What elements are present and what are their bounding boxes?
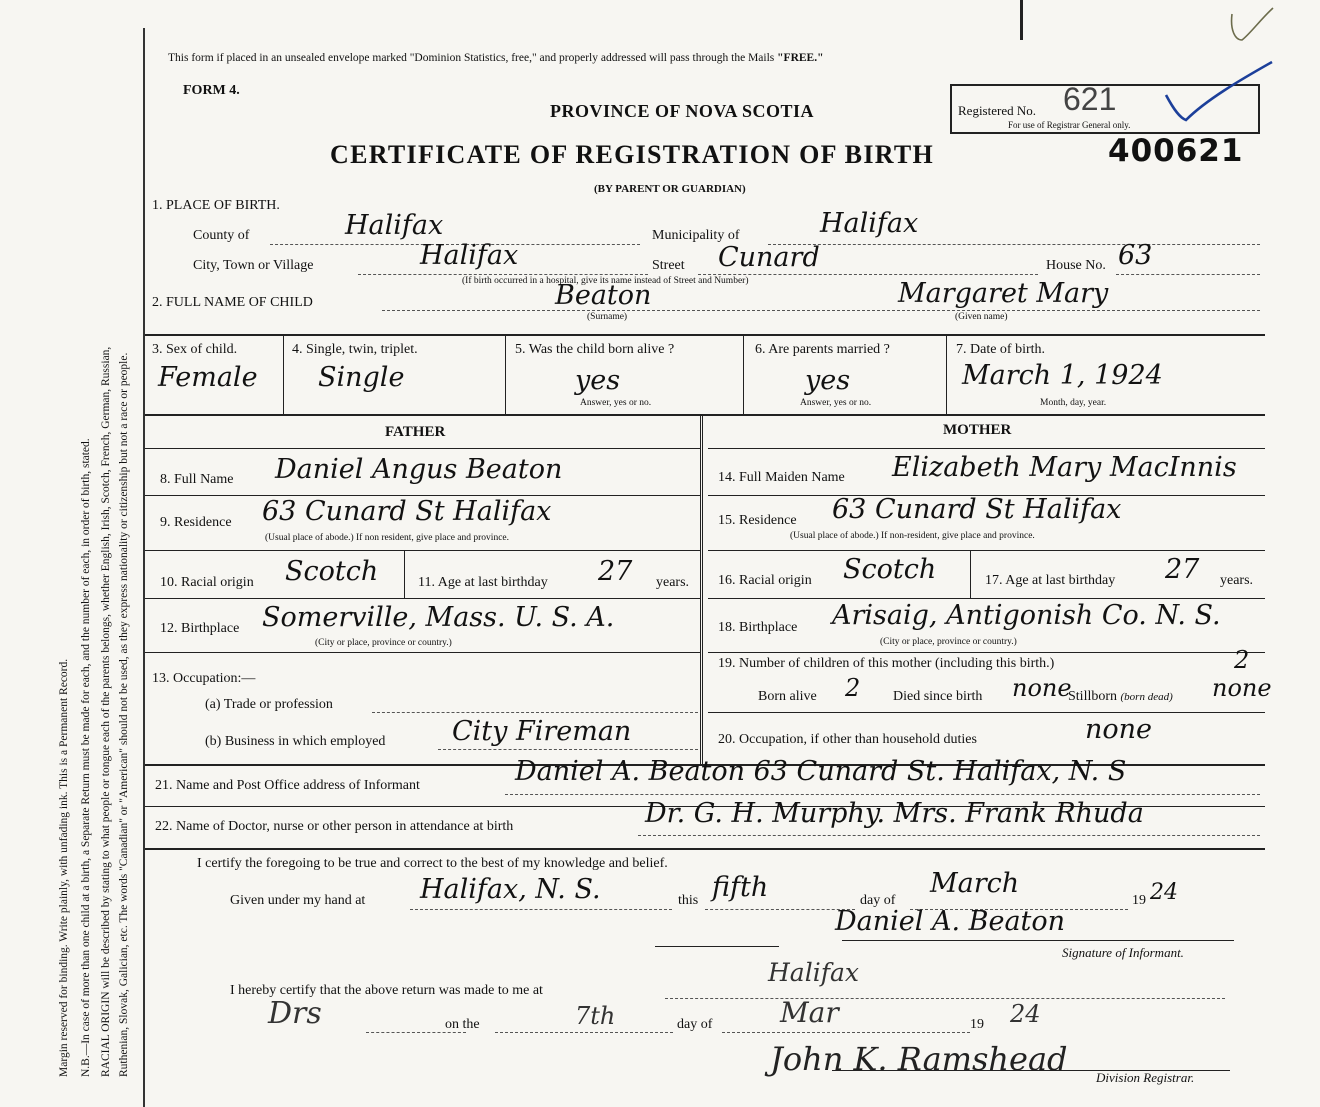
father-birthplace-caption: (City or place, province or country.) [315, 638, 452, 648]
mother-heading: MOTHER [943, 422, 1012, 438]
married-value: yes [805, 365, 851, 396]
mother-occupation-label: 20. Occupation, if other than household duties [718, 732, 977, 747]
informant-signature: Daniel A. Beaton [835, 906, 1066, 937]
year-value: 24 [1150, 880, 1178, 905]
mother-residence: 63 Cunard St Halifax [832, 494, 1122, 525]
day-of-label: day of [860, 893, 896, 908]
county-value: Halifax [345, 210, 444, 241]
father-years: years. [656, 575, 690, 590]
dob-value: March 1, 1924 [962, 360, 1163, 391]
registrar-caption: Division Registrar. [1096, 1070, 1195, 1085]
mother-years: years. [1220, 573, 1254, 588]
mother-residence-label: 15. Residence [718, 513, 797, 528]
children-mark: 2 [1234, 646, 1250, 674]
city-value: Halifax [420, 240, 519, 271]
stillborn-label: Stillborn (born dead) [1068, 689, 1173, 704]
father-age-label: 11. Age at last birthday [418, 575, 548, 590]
born-alive-value: 2 [845, 674, 861, 702]
father-heading: FATHER [385, 424, 446, 440]
father-name: Daniel Angus Beaton [275, 454, 563, 485]
year-prefix: 19 [1132, 893, 1146, 908]
margin-line-3: RACIAL ORIGIN will be described by stating to what people or tongue each of the parents belongs, whether English, Irish, Scotch, French, German, Russian, [100, 346, 112, 1077]
given-label: Given under my hand at [230, 893, 366, 908]
mother-birthplace-caption: (City or place, province or country.) [880, 637, 1017, 647]
plurality-value: Single [318, 362, 405, 393]
registrar-place: Halifax [768, 958, 859, 987]
father-age: 27 [598, 556, 633, 587]
municipality-label: Municipality of [652, 228, 740, 243]
mother-birthplace: Arisaig, Antigonish Co. N. S. [832, 600, 1221, 631]
margin-line-2: N.B.—In case of more than one child at a birth, a Separate Return must be made for each, and the number of each, in order of birth, stated. [80, 438, 92, 1077]
mother-residence-caption: (Usual place of abode.) If non-resident, give place and province. [790, 531, 1035, 541]
stillborn-value: none [1212, 674, 1272, 702]
registrar-year-prefix: 19 [970, 1017, 984, 1032]
doctor-value: Dr. G. H. Murphy. Mrs. Frank Rhuda [645, 798, 1144, 829]
father-business: City Fireman [452, 716, 632, 747]
margin-line-4: Ruthenian, Slovak, Galician, etc. The words "Canadian" or "American" should not be used, as they express nationality or citizenship but not a race or people. [118, 352, 130, 1077]
father-residence-caption: (Usual place of abode.) If non resident, give place and province. [265, 533, 509, 543]
registrar-month: Mar [780, 996, 839, 1029]
trade-label: (a) Trade or profession [205, 697, 333, 712]
street-label: Street [652, 258, 685, 273]
margin-line-1: Margin reserved for binding. Write plainly, with unfading ink. This is a Permanent Record. [58, 658, 70, 1077]
plurality-label: 4. Single, twin, triplet. [292, 342, 418, 357]
mail-notice: This form if placed in an unsealed envelope marked "Dominion Statistics, free," and properly addressed will pass through the Mails "FREE." [168, 52, 824, 64]
margin-rule [143, 28, 145, 1107]
margin-notes [0, 0, 140, 1107]
alive-caption: Answer, yes or no. [580, 398, 652, 408]
registrar-initials: Drs [268, 996, 322, 1031]
dob-label: 7. Date of birth. [956, 342, 1046, 357]
signature-caption: Signature of Informant. [1062, 945, 1184, 960]
father-residence-label: 9. Residence [160, 515, 232, 530]
month-value: March [930, 868, 1020, 899]
top-tick [1020, 0, 1023, 40]
child-given-name: Margaret Mary [898, 278, 1109, 309]
died-label: Died since birth [893, 689, 983, 704]
father-birthplace: Somerville, Mass. U. S. A. [262, 602, 615, 633]
registrar-day: 7th [575, 1002, 616, 1030]
father-birthplace-label: 12. Birthplace [160, 621, 240, 636]
county-label: County of [193, 228, 250, 243]
child-name-label: 2. FULL NAME OF CHILD [152, 295, 313, 310]
died-value: none [1012, 674, 1072, 702]
day-value: fifth [712, 872, 769, 903]
father-residence: 63 Cunard St Halifax [262, 496, 552, 527]
sex-label: 3. Sex of child. [152, 342, 238, 357]
father-name-label: 8. Full Name [160, 472, 234, 487]
mother-name: Elizabeth Mary MacInnis [892, 452, 1237, 483]
form-number: FORM 4. [183, 83, 240, 98]
check-marks [1160, 0, 1320, 140]
registrar-note: For use of Registrar General only. [1008, 120, 1131, 130]
page-title: CERTIFICATE OF REGISTRATION OF BIRTH [330, 140, 935, 169]
occupation-label: 13. Occupation:— [152, 671, 256, 686]
place-label: 1. PLACE OF BIRTH. [152, 198, 280, 213]
city-label: City, Town or Village [193, 258, 314, 273]
informant-value: Daniel A. Beaton 63 Cunard St. Halifax, N. S [515, 756, 1127, 787]
sex-value: Female [158, 362, 258, 393]
province-heading: PROVINCE OF NOVA SCOTIA [550, 101, 815, 121]
married-caption: Answer, yes or no. [800, 398, 872, 408]
municipality-value: Halifax [820, 208, 919, 239]
surname-caption: (Surname) [587, 312, 628, 322]
father-racial-label: 10. Racial origin [160, 575, 254, 590]
house-value: 63 [1118, 240, 1153, 271]
registrar-statement: I hereby certify that the above return was made to me at [230, 983, 543, 998]
mother-birthplace-label: 18. Birthplace [718, 620, 798, 635]
house-label: House No. [1046, 258, 1106, 273]
given-place: Halifax, N. S. [420, 874, 601, 905]
doctor-label: 22. Name of Doctor, nurse or other person in attendance at birth [155, 819, 514, 834]
registrar-year: 24 [1010, 1000, 1041, 1028]
mother-racial: Scotch [843, 554, 937, 585]
day-of-label-2: day of [677, 1017, 713, 1032]
dob-caption: Month, day, year. [1040, 398, 1107, 408]
married-label: 6. Are parents married ? [755, 342, 890, 357]
registered-label: Registered No. [958, 103, 1036, 118]
informant-label: 21. Name and Post Office address of Informant [155, 778, 420, 793]
on-the-label: on the [445, 1017, 480, 1032]
alive-value: yes [575, 365, 621, 396]
mother-age-label: 17. Age at last birthday [985, 573, 1116, 588]
registrar-signature: John K. Ramshead [770, 1040, 1068, 1078]
hospital-note: (If birth occurred in a hospital, give its name instead of Street and Number) [462, 276, 749, 286]
certification-statement: I certify the foregoing to be true and correct to the best of my knowledge and belief. [197, 856, 668, 871]
born-alive-label: Born alive [758, 689, 817, 704]
page-subtitle: (BY PARENT OR GUARDIAN) [594, 183, 746, 195]
mother-occupation: none [1085, 714, 1153, 745]
mother-name-label: 14. Full Maiden Name [718, 470, 845, 485]
given-caption: (Given name) [955, 312, 1008, 322]
registered-number: 621 [1063, 81, 1117, 117]
alive-label: 5. Was the child born alive ? [515, 342, 675, 357]
this-label: this [678, 893, 699, 908]
mother-age: 27 [1165, 554, 1200, 585]
handwritten-number: 400621 [1108, 133, 1244, 169]
mother-racial-label: 16. Racial origin [718, 573, 812, 588]
father-racial: Scotch [285, 556, 379, 587]
child-surname: Beaton [555, 280, 652, 311]
street-value: Cunard [718, 242, 820, 273]
children-label: 19. Number of children of this mother (including this birth.) [718, 656, 1055, 671]
business-label: (b) Business in which employed [205, 734, 386, 749]
